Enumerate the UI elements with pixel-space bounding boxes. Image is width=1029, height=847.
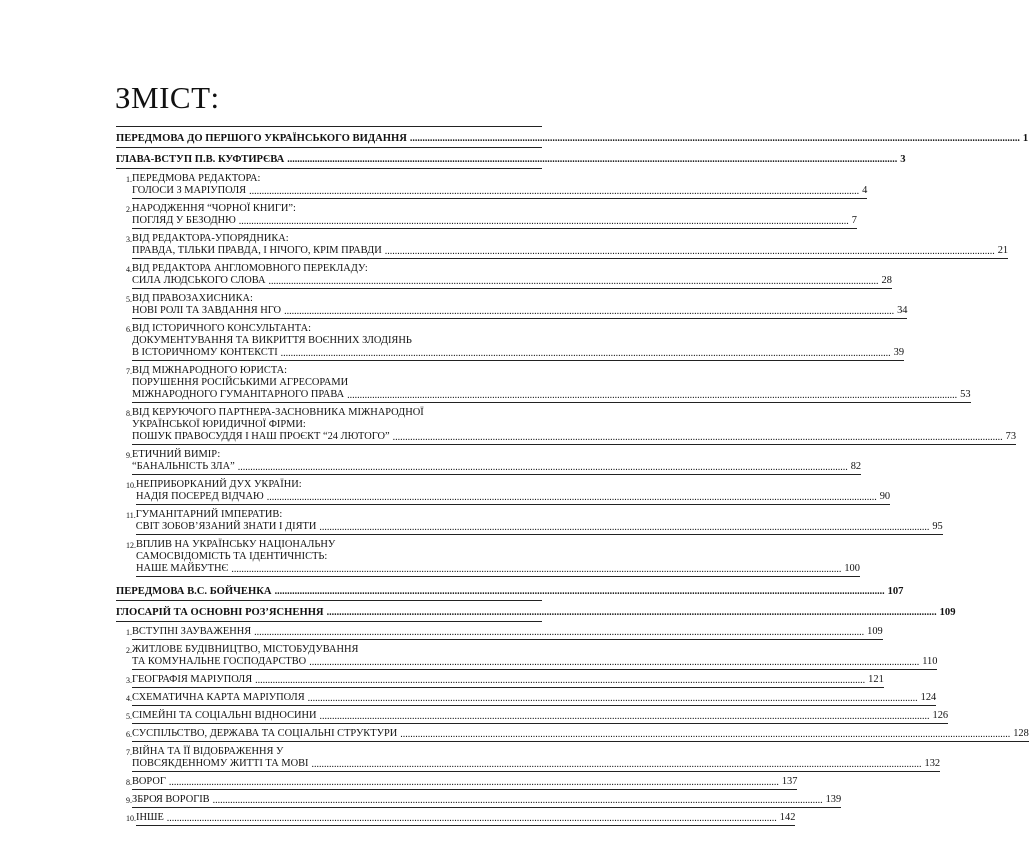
item-body	[136, 509, 943, 535]
item-title-line: УКРАЇНСЬКОЇ ЮРИДИЧНОЇ ФІРМИ:	[132, 419, 306, 430]
item-page-number: 110	[922, 656, 938, 667]
item-title-line: СІМЕЙНІ ТА СОЦІАЛЬНІ ВІДНОСИНИ	[132, 710, 317, 721]
section-title: ГЛАВА-ВСТУП П.В. КУФТИРЄВА	[116, 154, 285, 165]
dot-leader	[284, 307, 894, 317]
dot-leader	[308, 694, 918, 704]
item-body	[132, 644, 937, 670]
item-number: 5.	[126, 712, 132, 721]
dot-leader	[231, 565, 841, 575]
item-number: 9.	[126, 796, 132, 805]
item-title-line: ІНШЕ	[136, 812, 164, 823]
item-body	[132, 728, 1029, 742]
item-title-line: ДОКУМЕНТУВАННЯ ТА ВИКРИТТЯ ВОЄННИХ ЗЛОДІЯНЬ	[132, 335, 412, 346]
item-title-line: НАРОДЖЕННЯ “ЧОРНОЇ КНИГИ”:	[132, 203, 296, 214]
toc-item[interactable]	[116, 407, 1017, 445]
item-title-line: ГУМАНІТАРНИЙ ІМПЕРАТИВ:	[135, 509, 283, 520]
item-title-line: ВСТУПНІ ЗАУВАЖЕННЯ	[132, 626, 252, 637]
toc-item[interactable]	[116, 644, 938, 670]
dot-leader	[249, 187, 859, 197]
item-last-line	[132, 674, 884, 686]
item-body	[132, 794, 841, 808]
toc-item[interactable]	[116, 263, 892, 289]
item-last-line	[132, 758, 940, 770]
toc-item[interactable]	[116, 692, 937, 706]
toc-item[interactable]	[116, 365, 971, 403]
toc-section-entry[interactable]	[116, 580, 904, 601]
item-last-line	[136, 812, 795, 824]
item-body	[132, 626, 883, 640]
item-body	[132, 710, 948, 724]
toc-item[interactable]	[116, 812, 796, 826]
item-number: 3.	[126, 235, 132, 244]
dot-leader	[400, 730, 1010, 740]
dot-leader	[287, 155, 897, 165]
toc-item[interactable]	[116, 173, 868, 199]
item-last-line	[136, 491, 890, 503]
item-page-number: 82	[850, 461, 862, 472]
item-title-line: НОВІ РОЛІ ТА ЗАВДАННЯ НГО	[132, 305, 282, 316]
toc-item[interactable]	[116, 746, 941, 772]
item-last-line	[132, 710, 948, 722]
item-title-line: СВІТ ЗОБОВ’ЯЗАНИЙ ЗНАТИ І ДІЯТИ	[135, 521, 317, 532]
dot-leader	[327, 608, 937, 618]
item-title-line: ВІД КЕРУЮЧОГО ПАРТНЕРА-ЗАСНОВНИКА МІЖНАРОДНОЇ	[132, 407, 424, 418]
item-title-line: ЖИТЛОВЕ БУДІВНИЦТВО, МІСТОБУДУВАННЯ	[132, 644, 359, 655]
item-page-number: 95	[932, 521, 943, 532]
table-of-contents	[116, 126, 1029, 829]
item-title-line: ВОРОГ	[132, 776, 166, 787]
item-title-line: ГОЛОСИ З МАРІУПОЛЯ	[132, 185, 247, 196]
item-last-line	[132, 692, 936, 704]
item-last-line	[132, 794, 841, 806]
item-page-number: 137	[781, 776, 798, 787]
item-last-line	[132, 347, 904, 359]
item-page-number: 121	[868, 674, 884, 685]
item-title-line: ЕТИЧНИЙ ВИМІР:	[132, 449, 221, 460]
item-number: 8.	[126, 778, 132, 787]
item-body	[136, 812, 795, 826]
dot-leader	[385, 247, 995, 257]
item-page-number: 124	[920, 692, 937, 703]
section-page-number: 1	[1022, 133, 1029, 144]
toc-item[interactable]	[116, 710, 949, 724]
item-last-line	[132, 626, 883, 638]
item-title-line: В ІСТОРИЧНОМУ КОНТЕКСТІ	[132, 347, 278, 358]
item-body	[132, 263, 892, 289]
item-page-number: 126	[932, 710, 949, 721]
dot-leader	[169, 778, 779, 788]
item-last-line	[132, 389, 971, 401]
item-number: 10.	[126, 481, 136, 490]
item-last-line	[132, 728, 1029, 740]
item-title-line: СХЕМАТИЧНА КАРТА МАРІУПОЛЯ	[132, 692, 305, 703]
section-title: ПЕРЕДМОВА ДО ПЕРШОГО УКРАЇНСЬКОГО ВИДАННЯ	[116, 133, 407, 144]
item-title-line: ПОШУК ПРАВОСУДДЯ І НАШ ПРОЄКТ “24 ЛЮТОГО”	[132, 431, 390, 442]
item-number: 3.	[126, 676, 132, 685]
item-last-line	[132, 215, 857, 227]
item-page-number: 21	[997, 245, 1009, 256]
item-body	[132, 692, 936, 706]
item-number: 12.	[126, 541, 136, 550]
item-last-line	[136, 521, 943, 533]
dot-leader	[239, 217, 849, 227]
item-number: 2.	[126, 205, 132, 214]
toc-item[interactable]	[116, 626, 883, 640]
item-body	[132, 776, 797, 790]
dot-leader	[393, 433, 1003, 443]
item-number: 8.	[126, 409, 132, 418]
item-title-line: НАДІЯ ПОСЕРЕД ВІДЧАЮ	[136, 491, 264, 502]
item-body	[136, 539, 860, 577]
item-title-line: СУСПІЛЬСТВО, ДЕРЖАВА ТА СОЦІАЛЬНІ СТРУКТУРИ	[132, 728, 398, 739]
item-last-line	[132, 656, 937, 668]
section-page-number: 3	[900, 154, 906, 165]
dot-leader	[309, 658, 919, 668]
item-number: 1.	[126, 628, 132, 637]
section-page-number: 107	[887, 586, 904, 597]
item-title-line: НЕПРИБОРКАНИЙ ДУХ УКРАЇНИ:	[136, 479, 302, 490]
dot-leader	[269, 277, 879, 287]
item-number: 2.	[126, 646, 132, 655]
item-number: 4.	[126, 694, 132, 703]
item-number: 4.	[126, 265, 132, 274]
toc-section-entry[interactable]	[116, 148, 906, 169]
toc-section-entry[interactable]	[116, 601, 956, 622]
item-page-number: 128	[1013, 728, 1029, 739]
toc-item[interactable]	[116, 509, 943, 535]
item-title-line: ПОВСЯКДЕННОМУ ЖИТТІ ТА МОВІ	[132, 758, 309, 769]
toc-item[interactable]	[116, 674, 884, 688]
toc-item[interactable]	[116, 794, 842, 808]
item-number: 7.	[126, 748, 132, 757]
toc-item[interactable]	[116, 323, 905, 361]
dot-leader	[213, 796, 823, 806]
item-last-line	[132, 461, 861, 473]
item-number: 6.	[126, 730, 132, 739]
dot-leader	[410, 134, 1020, 144]
dot-leader	[254, 628, 864, 638]
item-title-line: ПОГЛЯД У БЕЗОДНЮ	[132, 215, 236, 226]
item-page-number: 132	[924, 758, 941, 769]
item-number: 9.	[126, 451, 132, 460]
item-body	[132, 449, 861, 475]
dot-leader	[167, 814, 777, 824]
dot-leader	[238, 463, 848, 473]
item-title-line: МІЖНАРОДНОГО ГУМАНІТАРНОГО ПРАВА	[132, 389, 345, 400]
item-body	[132, 293, 907, 319]
item-number: 1.	[126, 175, 132, 184]
item-title-line: ВПЛИВ НА УКРАЇНСЬКУ НАЦІОНАЛЬНУ	[136, 539, 336, 550]
item-title-line: ВІД РЕДАКТОРА-УПОРЯДНИКА:	[132, 233, 289, 244]
item-body	[132, 674, 884, 688]
item-body	[136, 479, 890, 505]
toc-item[interactable]	[116, 479, 891, 505]
toc-item[interactable]	[116, 203, 857, 229]
item-last-line	[132, 185, 867, 197]
item-body	[132, 323, 904, 361]
toc-item[interactable]	[116, 293, 908, 319]
item-number: 6.	[126, 325, 132, 334]
section-page-number: 109	[939, 607, 956, 618]
item-number: 5.	[126, 295, 132, 304]
item-last-line	[132, 275, 892, 287]
item-title-line: ВІД МІЖНАРОДНОГО ЮРИСТА:	[132, 365, 288, 376]
dot-leader	[347, 391, 957, 401]
item-title-line: ВІЙНА ТА ЇЇ ВІДОБРАЖЕННЯ У	[132, 746, 284, 757]
item-title-line: НАШЕ МАЙБУТНЄ	[136, 563, 229, 574]
toc-item[interactable]	[116, 233, 1009, 259]
toc-heading: ЗМІСТ:	[115, 80, 220, 115]
item-body	[132, 365, 971, 403]
toc-item[interactable]	[116, 728, 1029, 742]
item-last-line	[132, 305, 907, 317]
item-page-number: 53	[960, 389, 971, 400]
item-title-line: САМОСВІДОМІСТЬ ТА ІДЕНТИЧНІСТЬ:	[136, 551, 328, 562]
item-page-number: 139	[825, 794, 842, 805]
dot-leader	[281, 349, 891, 359]
dot-leader	[319, 523, 929, 533]
section-title: ПЕРЕДМОВА В.С. БОЙЧЕНКА	[116, 586, 272, 597]
item-page-number: 109	[867, 626, 883, 637]
item-title-line: ЗБРОЯ ВОРОГІВ	[132, 794, 210, 805]
section-title: ГЛОСАРІЙ ТА ОСНОВНІ РОЗ’ЯСНЕННЯ	[116, 607, 324, 618]
dot-leader	[320, 712, 930, 722]
item-number: 10.	[126, 814, 136, 823]
item-page-number: 28	[881, 275, 892, 286]
item-body	[132, 233, 1008, 259]
dot-leader	[312, 760, 922, 770]
item-title-line: СИЛА ЛЮДСЬКОГО СЛОВА	[132, 275, 266, 286]
item-last-line	[132, 776, 797, 788]
item-page-number: 100	[844, 563, 860, 574]
item-title-line: ТА КОМУНАЛЬНЕ ГОСПОДАРСТВО	[132, 656, 307, 667]
item-body	[132, 407, 1016, 445]
dot-leader	[275, 587, 885, 597]
item-last-line	[132, 431, 1016, 443]
item-body	[132, 173, 867, 199]
item-title-line: ВІД ІСТОРИЧНОГО КОНСУЛЬТАНТА:	[132, 323, 312, 334]
item-title-line: ПРАВДА, ТІЛЬКИ ПРАВДА, І НІЧОГО, КРІМ ПРАВДИ	[132, 245, 382, 256]
dot-leader	[267, 493, 877, 503]
item-body	[132, 203, 857, 229]
item-last-line	[136, 563, 860, 575]
item-title-line: ВІД РЕДАКТОРА АНГЛОМОВНОГО ПЕРЕКЛАДУ:	[132, 263, 368, 274]
toc-item[interactable]	[116, 539, 860, 577]
item-page-number: 34	[897, 305, 908, 316]
item-title-line: “БАНАЛЬНІСТЬ ЗЛА”	[132, 461, 235, 472]
item-title-line: ВІД ПРАВОЗАХИСНИКА:	[132, 293, 253, 304]
dot-leader	[255, 676, 865, 686]
item-page-number: 142	[779, 812, 796, 823]
toc-section-entry[interactable]	[116, 127, 1029, 148]
item-page-number: 39	[893, 347, 905, 358]
item-number: 11.	[126, 511, 136, 520]
item-title-line: ПОРУШЕННЯ РОСІЙСЬКИМИ АГРЕСОРАМИ	[132, 377, 349, 388]
item-page-number: 4	[862, 185, 868, 196]
item-last-line	[132, 245, 1008, 257]
section-gap	[116, 826, 542, 829]
item-number: 7.	[126, 367, 132, 376]
item-page-number: 73	[1005, 431, 1017, 442]
item-title-line: ГЕОГРАФІЯ МАРІУПОЛЯ	[132, 674, 253, 685]
item-page-number: 7	[851, 215, 857, 226]
item-body	[132, 746, 940, 772]
item-title-line: ПЕРЕДМОВА РЕДАКТОРА:	[132, 173, 261, 184]
toc-item[interactable]	[116, 449, 862, 475]
toc-item[interactable]	[116, 776, 798, 790]
item-page-number: 90	[879, 491, 891, 502]
